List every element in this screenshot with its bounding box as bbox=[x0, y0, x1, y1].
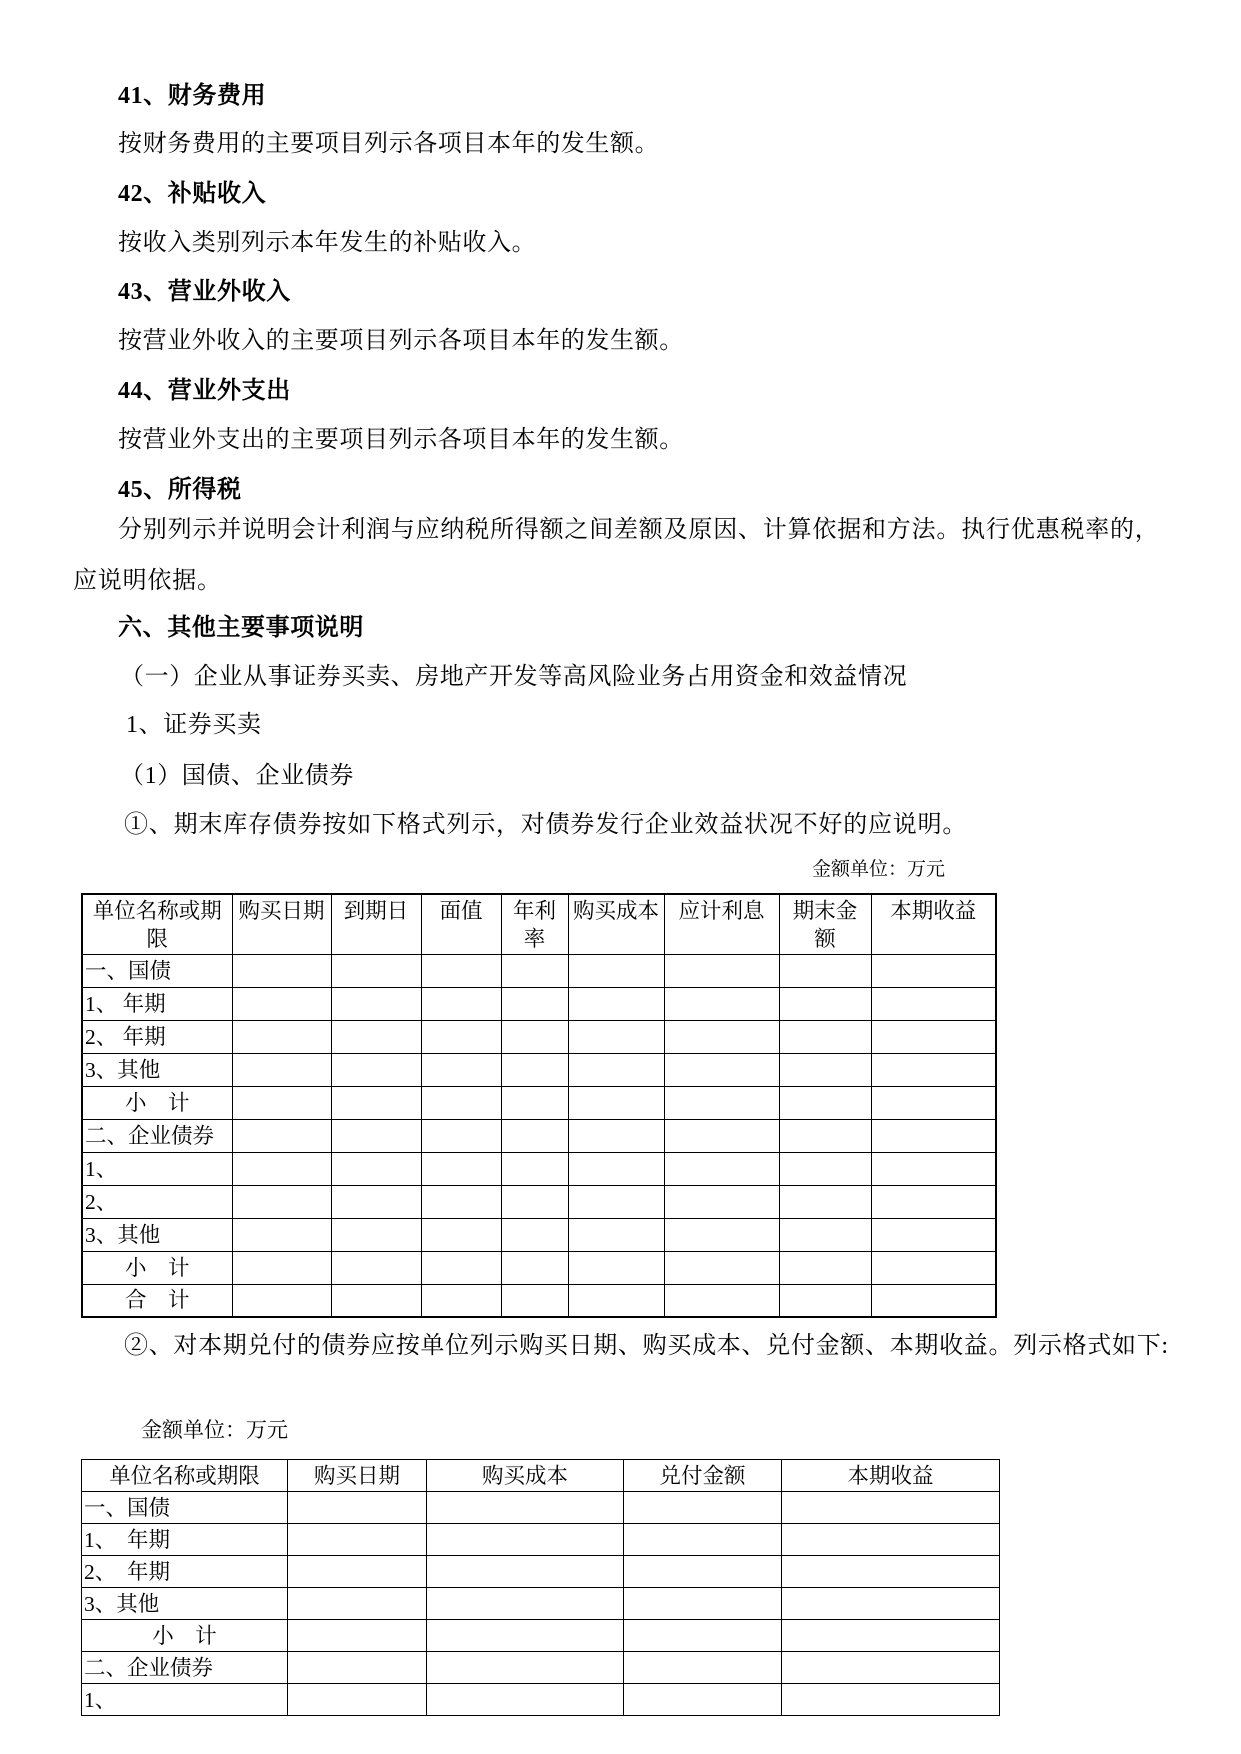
empty-cell bbox=[664, 1020, 779, 1053]
bonds-subitem: （1）国债、企业债券 bbox=[120, 763, 354, 789]
empty-cell bbox=[501, 1053, 568, 1086]
table-row bbox=[82, 1492, 1000, 1524]
row-label-cell: 一、国债 bbox=[82, 1492, 288, 1524]
table-body bbox=[82, 1492, 1000, 1716]
empty-cell bbox=[232, 1185, 331, 1218]
empty-cell bbox=[288, 1524, 427, 1556]
empty-cell bbox=[664, 1185, 779, 1218]
col-header-ending-amount: 期末金额 bbox=[779, 894, 871, 954]
empty-cell bbox=[232, 1218, 331, 1251]
other-matters-heading: 六、其他主要事项说明 bbox=[118, 615, 364, 641]
table-2-unit-label: 金额单位：万元 bbox=[141, 1418, 288, 1442]
col-header-unit-name: 单位名称或期限 bbox=[82, 1460, 288, 1492]
empty-cell bbox=[664, 1218, 779, 1251]
empty-cell bbox=[501, 1284, 568, 1317]
empty-cell bbox=[782, 1556, 1000, 1588]
empty-cell bbox=[624, 1524, 782, 1556]
row-label-cell: 3、其他 bbox=[82, 1218, 232, 1251]
col-header-purchase-date: 购买日期 bbox=[232, 894, 331, 954]
table-row bbox=[82, 1185, 996, 1218]
empty-cell bbox=[421, 1152, 501, 1185]
empty-cell bbox=[782, 1588, 1000, 1620]
empty-cell bbox=[664, 1053, 779, 1086]
empty-cell bbox=[288, 1556, 427, 1588]
row-label-cell: 2、 bbox=[82, 1185, 232, 1218]
section-41-heading: 41、财务费用 bbox=[118, 83, 267, 109]
empty-cell bbox=[664, 1152, 779, 1185]
table-row bbox=[82, 1620, 1000, 1652]
empty-cell bbox=[782, 1652, 1000, 1684]
table-row bbox=[82, 1053, 996, 1086]
table-header-row bbox=[82, 894, 996, 954]
empty-cell bbox=[568, 1020, 664, 1053]
row-label-cell: 小 计 bbox=[82, 1251, 232, 1284]
empty-cell bbox=[782, 1524, 1000, 1556]
row-label-cell: 1、 年期 bbox=[82, 1524, 288, 1556]
table-row bbox=[82, 1284, 996, 1317]
section-43-text: 按营业外收入的主要项目列示各项目本年的发生额。 bbox=[118, 328, 684, 354]
table-1-unit-label: 金额单位：万元 bbox=[812, 859, 946, 880]
empty-cell bbox=[232, 1020, 331, 1053]
empty-cell bbox=[779, 1152, 871, 1185]
empty-cell bbox=[568, 1185, 664, 1218]
empty-cell bbox=[331, 1119, 421, 1152]
table-header-row bbox=[82, 1460, 1000, 1492]
empty-cell bbox=[232, 1119, 331, 1152]
empty-cell bbox=[871, 1086, 996, 1119]
empty-cell bbox=[421, 1185, 501, 1218]
empty-cell bbox=[421, 1053, 501, 1086]
empty-cell bbox=[664, 987, 779, 1020]
row-label-cell: 小 计 bbox=[82, 1620, 288, 1652]
empty-cell bbox=[568, 1053, 664, 1086]
empty-cell bbox=[779, 1020, 871, 1053]
empty-cell bbox=[871, 1053, 996, 1086]
empty-cell bbox=[427, 1652, 624, 1684]
row-label-cell: 二、企业债券 bbox=[82, 1652, 288, 1684]
col-header-purchase-date: 购买日期 bbox=[288, 1460, 427, 1492]
empty-cell bbox=[624, 1684, 782, 1716]
empty-cell bbox=[232, 987, 331, 1020]
empty-cell bbox=[779, 1284, 871, 1317]
empty-cell bbox=[871, 1020, 996, 1053]
section-41-text: 按财务费用的主要项目列示各项目本年的发生额。 bbox=[118, 131, 660, 157]
empty-cell bbox=[288, 1588, 427, 1620]
empty-cell bbox=[664, 1119, 779, 1152]
empty-cell bbox=[501, 954, 568, 987]
col-header-current-income: 本期收益 bbox=[871, 894, 996, 954]
empty-cell bbox=[288, 1492, 427, 1524]
empty-cell bbox=[568, 1218, 664, 1251]
row-label-cell: 3、其他 bbox=[82, 1053, 232, 1086]
empty-cell bbox=[427, 1620, 624, 1652]
row-label-cell: 小 计 bbox=[82, 1086, 232, 1119]
empty-cell bbox=[232, 1152, 331, 1185]
section-45-heading: 45、所得税 bbox=[118, 477, 242, 503]
empty-cell bbox=[871, 1152, 996, 1185]
row-label-cell: 2、 年期 bbox=[82, 1020, 232, 1053]
empty-cell bbox=[232, 1284, 331, 1317]
col-header-face-value: 面值 bbox=[421, 894, 501, 954]
empty-cell bbox=[421, 987, 501, 1020]
empty-cell bbox=[232, 1251, 331, 1284]
empty-cell bbox=[871, 1218, 996, 1251]
empty-cell bbox=[782, 1492, 1000, 1524]
empty-cell bbox=[427, 1556, 624, 1588]
row-label-cell: 3、其他 bbox=[82, 1588, 288, 1620]
empty-cell bbox=[568, 1284, 664, 1317]
table-body bbox=[82, 954, 996, 1317]
empty-cell bbox=[331, 1020, 421, 1053]
empty-cell bbox=[779, 1086, 871, 1119]
empty-cell bbox=[427, 1492, 624, 1524]
empty-cell bbox=[871, 1119, 996, 1152]
empty-cell bbox=[331, 1251, 421, 1284]
section-42-text: 按收入类别列示本年发生的补贴收入。 bbox=[118, 230, 537, 256]
empty-cell bbox=[871, 954, 996, 987]
empty-cell bbox=[421, 1218, 501, 1251]
section-44-heading: 44、营业外支出 bbox=[118, 378, 291, 404]
empty-cell bbox=[288, 1620, 427, 1652]
ending-bonds-table bbox=[81, 893, 997, 1318]
row-label-cell: 合 计 bbox=[82, 1284, 232, 1317]
empty-cell bbox=[421, 1086, 501, 1119]
table-row bbox=[82, 1588, 1000, 1620]
col-header-purchase-cost: 购买成本 bbox=[427, 1460, 624, 1492]
empty-cell bbox=[568, 987, 664, 1020]
empty-cell bbox=[779, 1218, 871, 1251]
table-row bbox=[82, 1556, 1000, 1588]
empty-cell bbox=[871, 987, 996, 1020]
empty-cell bbox=[664, 954, 779, 987]
instruction-ending-bonds: ①、期末库存债券按如下格式列示，对债券发行企业效益状况不好的应说明。 bbox=[124, 812, 968, 838]
empty-cell bbox=[568, 1251, 664, 1284]
empty-cell bbox=[421, 1119, 501, 1152]
empty-cell bbox=[421, 1284, 501, 1317]
table-row bbox=[82, 987, 996, 1020]
empty-cell bbox=[779, 1053, 871, 1086]
table-row bbox=[82, 954, 996, 987]
empty-cell bbox=[664, 1251, 779, 1284]
row-label-cell: 1、 bbox=[82, 1152, 232, 1185]
table-row bbox=[82, 1020, 996, 1053]
empty-cell bbox=[568, 1119, 664, 1152]
table-row bbox=[82, 1218, 996, 1251]
empty-cell bbox=[427, 1524, 624, 1556]
empty-cell bbox=[288, 1652, 427, 1684]
empty-cell bbox=[664, 1284, 779, 1317]
table-row bbox=[82, 1251, 996, 1284]
col-header-accrued-interest: 应计利息 bbox=[664, 894, 779, 954]
empty-cell bbox=[624, 1492, 782, 1524]
col-header-redemption-amount: 兑付金额 bbox=[624, 1460, 782, 1492]
empty-cell bbox=[779, 987, 871, 1020]
empty-cell bbox=[331, 1053, 421, 1086]
empty-cell bbox=[664, 1086, 779, 1119]
empty-cell bbox=[232, 954, 331, 987]
empty-cell bbox=[501, 1185, 568, 1218]
col-header-current-income: 本期收益 bbox=[782, 1460, 1000, 1492]
empty-cell bbox=[288, 1684, 427, 1716]
table-row bbox=[82, 1119, 996, 1152]
section-42-heading: 42、补贴收入 bbox=[118, 181, 267, 207]
securities-trading-item: 1、证券买卖 bbox=[126, 712, 262, 738]
empty-cell bbox=[624, 1620, 782, 1652]
empty-cell bbox=[331, 987, 421, 1020]
col-header-maturity-date: 到期日 bbox=[331, 894, 421, 954]
empty-cell bbox=[501, 1020, 568, 1053]
empty-cell bbox=[331, 1284, 421, 1317]
empty-cell bbox=[331, 1185, 421, 1218]
table-row bbox=[82, 1524, 1000, 1556]
empty-cell bbox=[501, 1152, 568, 1185]
empty-cell bbox=[501, 1086, 568, 1119]
table-row bbox=[82, 1652, 1000, 1684]
empty-cell bbox=[331, 1086, 421, 1119]
row-label-cell: 1、 bbox=[82, 1684, 288, 1716]
row-label-cell: 1、 年期 bbox=[82, 987, 232, 1020]
col-header-purchase-cost: 购买成本 bbox=[568, 894, 664, 954]
empty-cell bbox=[421, 1251, 501, 1284]
empty-cell bbox=[871, 1284, 996, 1317]
empty-cell bbox=[779, 1119, 871, 1152]
section-44-text: 按营业外支出的主要项目列示各项目本年的发生额。 bbox=[118, 427, 684, 453]
empty-cell bbox=[421, 1020, 501, 1053]
other-matters-subsection: （一）企业从事证券买卖、房地产开发等高风险业务占用资金和效益情况 bbox=[120, 664, 908, 690]
empty-cell bbox=[568, 1152, 664, 1185]
section-45-paragraph: 分别列示并说明会计利润与应纳税所得额之间差额及原因、计算依据和方法。执行优惠税率的，应说明依据。 bbox=[73, 517, 1160, 594]
empty-cell bbox=[427, 1588, 624, 1620]
empty-cell bbox=[568, 954, 664, 987]
empty-cell bbox=[331, 954, 421, 987]
table-row bbox=[82, 1086, 996, 1119]
col-header-annual-rate: 年利率 bbox=[501, 894, 568, 954]
empty-cell bbox=[331, 1152, 421, 1185]
empty-cell bbox=[871, 1185, 996, 1218]
empty-cell bbox=[421, 954, 501, 987]
row-label-cell: 二、企业债券 bbox=[82, 1119, 232, 1152]
table-row bbox=[82, 1152, 996, 1185]
empty-cell bbox=[624, 1588, 782, 1620]
empty-cell bbox=[501, 1251, 568, 1284]
redeemed-bonds-table bbox=[81, 1459, 1000, 1716]
empty-cell bbox=[782, 1620, 1000, 1652]
instruction-redeemed-bonds: ②、对本期兑付的债券应按单位列示购买日期、购买成本、兑付金额、本期收益。列示格式如下: bbox=[124, 1333, 1169, 1359]
empty-cell bbox=[779, 954, 871, 987]
empty-cell bbox=[331, 1218, 421, 1251]
table-row bbox=[82, 1684, 1000, 1716]
row-label-cell: 一、国债 bbox=[82, 954, 232, 987]
empty-cell bbox=[568, 1086, 664, 1119]
empty-cell bbox=[871, 1251, 996, 1284]
section-43-heading: 43、营业外收入 bbox=[118, 279, 291, 305]
row-label-cell: 2、 年期 bbox=[82, 1556, 288, 1588]
empty-cell bbox=[232, 1053, 331, 1086]
empty-cell bbox=[779, 1251, 871, 1284]
empty-cell bbox=[624, 1652, 782, 1684]
empty-cell bbox=[501, 987, 568, 1020]
empty-cell bbox=[501, 1218, 568, 1251]
empty-cell bbox=[232, 1086, 331, 1119]
empty-cell bbox=[427, 1684, 624, 1716]
empty-cell bbox=[624, 1556, 782, 1588]
empty-cell bbox=[501, 1119, 568, 1152]
empty-cell bbox=[782, 1684, 1000, 1716]
col-header-unit-name: 单位名称或期限 bbox=[82, 894, 232, 954]
empty-cell bbox=[779, 1185, 871, 1218]
